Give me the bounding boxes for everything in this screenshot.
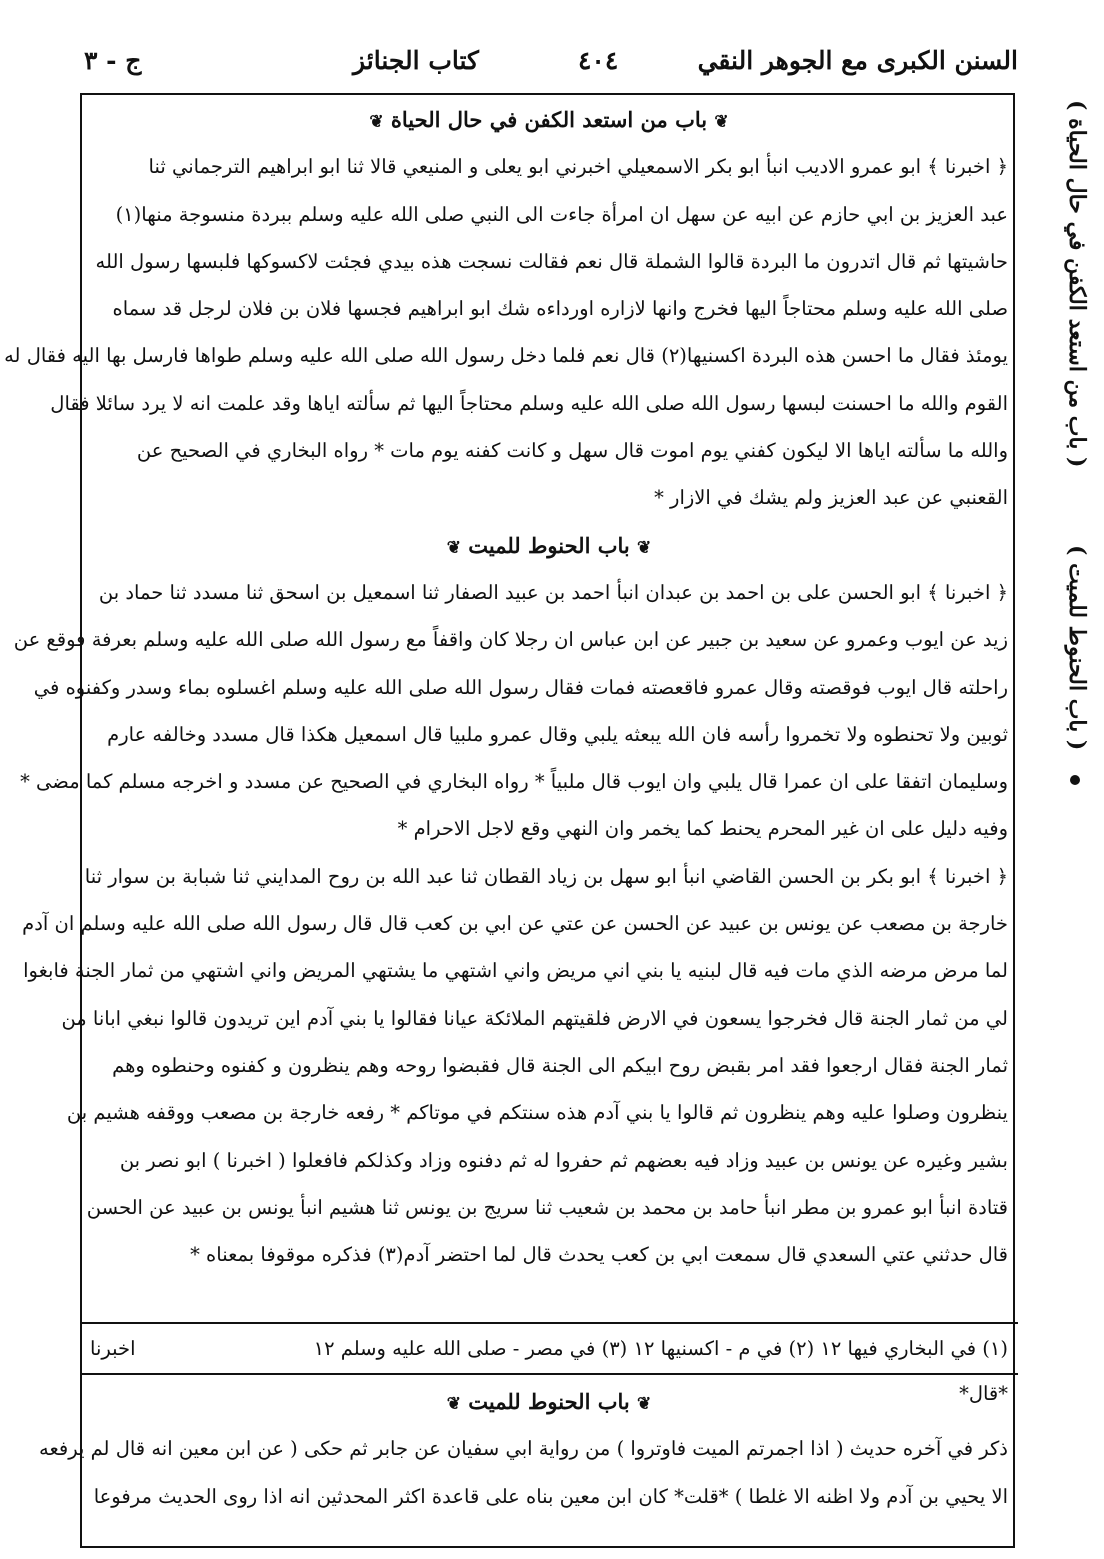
section-heading xyxy=(90,522,1008,569)
heading-text: باب الحنوط للميت xyxy=(468,532,630,558)
text-line: قتادة انبأ ابو عمرو بن مطر انبأ حامد بن محمد بن شعيب ثنا سريج بن يونس ثنا هشيم انبأ يونس بن عبيد عن الحسن xyxy=(86,1195,1008,1219)
footnote-divider xyxy=(80,1322,1018,1324)
margin-note: ( باب الحنوط للميت ) xyxy=(1064,545,1090,751)
catchword: اخبرنا xyxy=(90,1337,136,1360)
ornament-icon: ❦ xyxy=(637,1394,652,1414)
margin-note: ( باب من استعد الكفن في حال الحياة ) xyxy=(1064,100,1090,468)
text-line: ثوبين ولا تحنطوه ولا تخمروا رأسه فان الله يبعثه يلبي وقال عمرو ملبيا قال اسمعيل هكذا قال مسدد وخالفه عارم xyxy=(107,722,1008,746)
text-line: والله ما سألته اياها الا ليكون كفني يوم اموت قال سهل و كانت كفنه يوم مات * رواه البخاري في الصحيح عن xyxy=(136,439,1008,463)
text-line: ﴿ اخبرنا ﴾ ابو الحسن على بن احمد بن عبدان انبأ احمد بن عبيد الصفار ثنا اسمعيل بن اسحق ثنا مسدد ثنا حماد بن xyxy=(98,580,1008,604)
running-header xyxy=(78,38,1018,88)
text-line: ﴿ اخبرنا ﴾ ابو بكر بن الحسن القاضي انبأ ابو سهل بن زياد القطان ثنا عبد الله بن روح المدايني ثنا شبابة بن سوار ثنا xyxy=(84,864,1008,888)
book-title: السنن الكبرى مع الجوهر النقي xyxy=(697,46,1018,75)
ornament-icon: ❦ xyxy=(369,112,384,132)
text-line: الا يحيي بن آدم ولا اظنه الا غلطا ) *قلت* كان ابن معين بناه على قاعدة اكثر المحدثين انه اذا روى الحديث مرفوعا xyxy=(93,1484,1008,1508)
margin-dot-icon xyxy=(1070,775,1080,785)
text-line: حاشيتها ثم قال اتدرون ما البردة قالوا الشملة قال نعم فقالت نسجت هذه بيدي فجئت لاكسوكها فلبسها رسول الله xyxy=(95,249,1008,273)
text-line: خارجة بن مصعب عن يونس بن عبيد عن الحسن عن عتي عن ابي بن كعب قال قال رسول الله صلى الله عليه وسلم ان آدم xyxy=(22,912,1008,936)
section-heading xyxy=(90,96,1008,143)
text-line: القعنبي عن عبد العزيز ولم يشك في الازار * xyxy=(654,486,1008,510)
text-line: عبد العزيز بن ابي حازم عن ابيه عن سهل ان امرأة جاءت الى النبي صلى الله عليه وسلم ببردة منسوجة منها(١) xyxy=(115,202,1008,226)
text-line: زيد عن ايوب وعمرو عن سعيد بن جبير عن ابن عباس ان رجلا كان واقفاً مع رسول الله صلى الله عليه وسلم بعرفة فوقع عن xyxy=(13,628,1008,652)
text-line: يومئذ فقال ما احسن هذه البردة اكسنيها(٢) قال نعم فلما دخل رسول الله صلى الله عليه وسلم طواها فارسل بها اليه فقال له xyxy=(4,344,1008,368)
text-line: بشير وغيره عن يونس بن عبيد وزاد فيه بعضهم ثم حفروا له ثم دفنوه وزاد وكذلكم فافعلوا ( اخبرنا ) ابو نصر بن xyxy=(119,1148,1008,1172)
jawhar-section xyxy=(39,1378,1008,1520)
text-line: لي من ثمار الجنة قال فخرجوا يسعون في الارض فلقيتهم الملائكة عيانا فقالوا يا بني آدم اين تريدون قالوا نبغي ابانا من xyxy=(61,1006,1008,1030)
text-line: القوم والله ما احسنت لبسها رسول الله صلى الله عليه وسلم محتاجاً اليها ثم سألته اياها وقد علمت انه لا يرد سائلا فقال xyxy=(50,391,1008,415)
section-1 xyxy=(4,96,1008,1278)
text-line: قال حدثني عتي السعدي قال سمعت ابي بن كعب يحدث قال لما احتضر آدم(٣) فذكره موقوفا بمعناه * xyxy=(190,1243,1008,1267)
ornament-icon: ❦ xyxy=(714,112,729,132)
text-line: ينظرون وصلوا عليه وهم ينظرون ثم قالوا يا بني آدم هذه سنتكم في موتاكم * رفعه خارجة بن مصعب ووقفه هشيم بن xyxy=(66,1101,1008,1125)
footnote-line xyxy=(90,1327,1008,1371)
volume-label: ج - ٣ xyxy=(84,46,142,75)
jawhar-divider xyxy=(80,1373,1018,1375)
text-line: وفيه دليل على ان غير المحرم يحنط كما يخمر وان النهي وقع لاجل الاحرام * xyxy=(397,817,1008,841)
ornament-icon: ❦ xyxy=(637,537,652,558)
ornament-icon: ❦ xyxy=(446,1394,461,1414)
section-heading xyxy=(90,1378,1008,1425)
footnotes xyxy=(90,1327,1008,1371)
chapter-title: كتاب الجنائز xyxy=(353,46,479,75)
text-line: وسليمان اتفقا على ان عمرا قال يلبي وان ايوب قال ملبياً * رواه البخاري في الصحيح عن مسدد و اخرجه مسلم كما مضى * xyxy=(20,770,1008,794)
text-line: صلى الله عليه وسلم محتاجاً اليها فخرج وانها لازاره اورداءه شك ابو ابراهيم فجسها فلان بن فلان لرجل قد سماه xyxy=(112,297,1008,321)
footnote-text: (١) في البخاري فيها ١٢ (٢) في م - اكسنيها ١٢ (٣) في مصر - صلى الله عليه وسلم ١٢ xyxy=(313,1337,1008,1360)
page-number: ٤٠٤ xyxy=(578,46,619,75)
text-line: ذكر في آخره حديث ( اذا اجمرتم الميت فاوتروا ) من رواية ابي سفيان عن جابر ثم حكى ( عن ابن معين انه قال لم يرفعه xyxy=(39,1437,1008,1461)
text-line: ﴿ اخبرنا ﴾ ابو عمرو الاديب انبأ ابو بكر الاسمعيلي اخبرني ابو يعلى و المنيعي قالا ثنا ابو ابراهيم الترجماني ثنا xyxy=(148,155,1008,179)
qala-marker: *قال* xyxy=(959,1382,1008,1406)
text-line: لما مرض مرضه الذي مات فيه قال لبنيه يا بني اني مريض واني اشتهي ما يشتهي المريض واني اشتهي من ثمار الجنة فابغوا xyxy=(23,959,1008,983)
heading-text: باب الحنوط للميت xyxy=(468,1389,630,1414)
ornament-icon: ❦ xyxy=(446,537,461,558)
text-line: راحلته قال ايوب فوقصته وقال عمرو فاقعصته فمات فقال رسول الله صلى الله عليه وسلم اغسلوه بماء وسدر وكفنوه في xyxy=(33,675,1008,699)
text-line: ثمار الجنة فقال ارجعوا فقد امر بقبض روح ابيكم الى الجنة قال فقبضوا روحه وهم ينظرون و كفنوه وحنطوه وهم xyxy=(112,1053,1008,1077)
heading-text: باب من استعد الكفن في حال الحياة xyxy=(390,107,708,132)
